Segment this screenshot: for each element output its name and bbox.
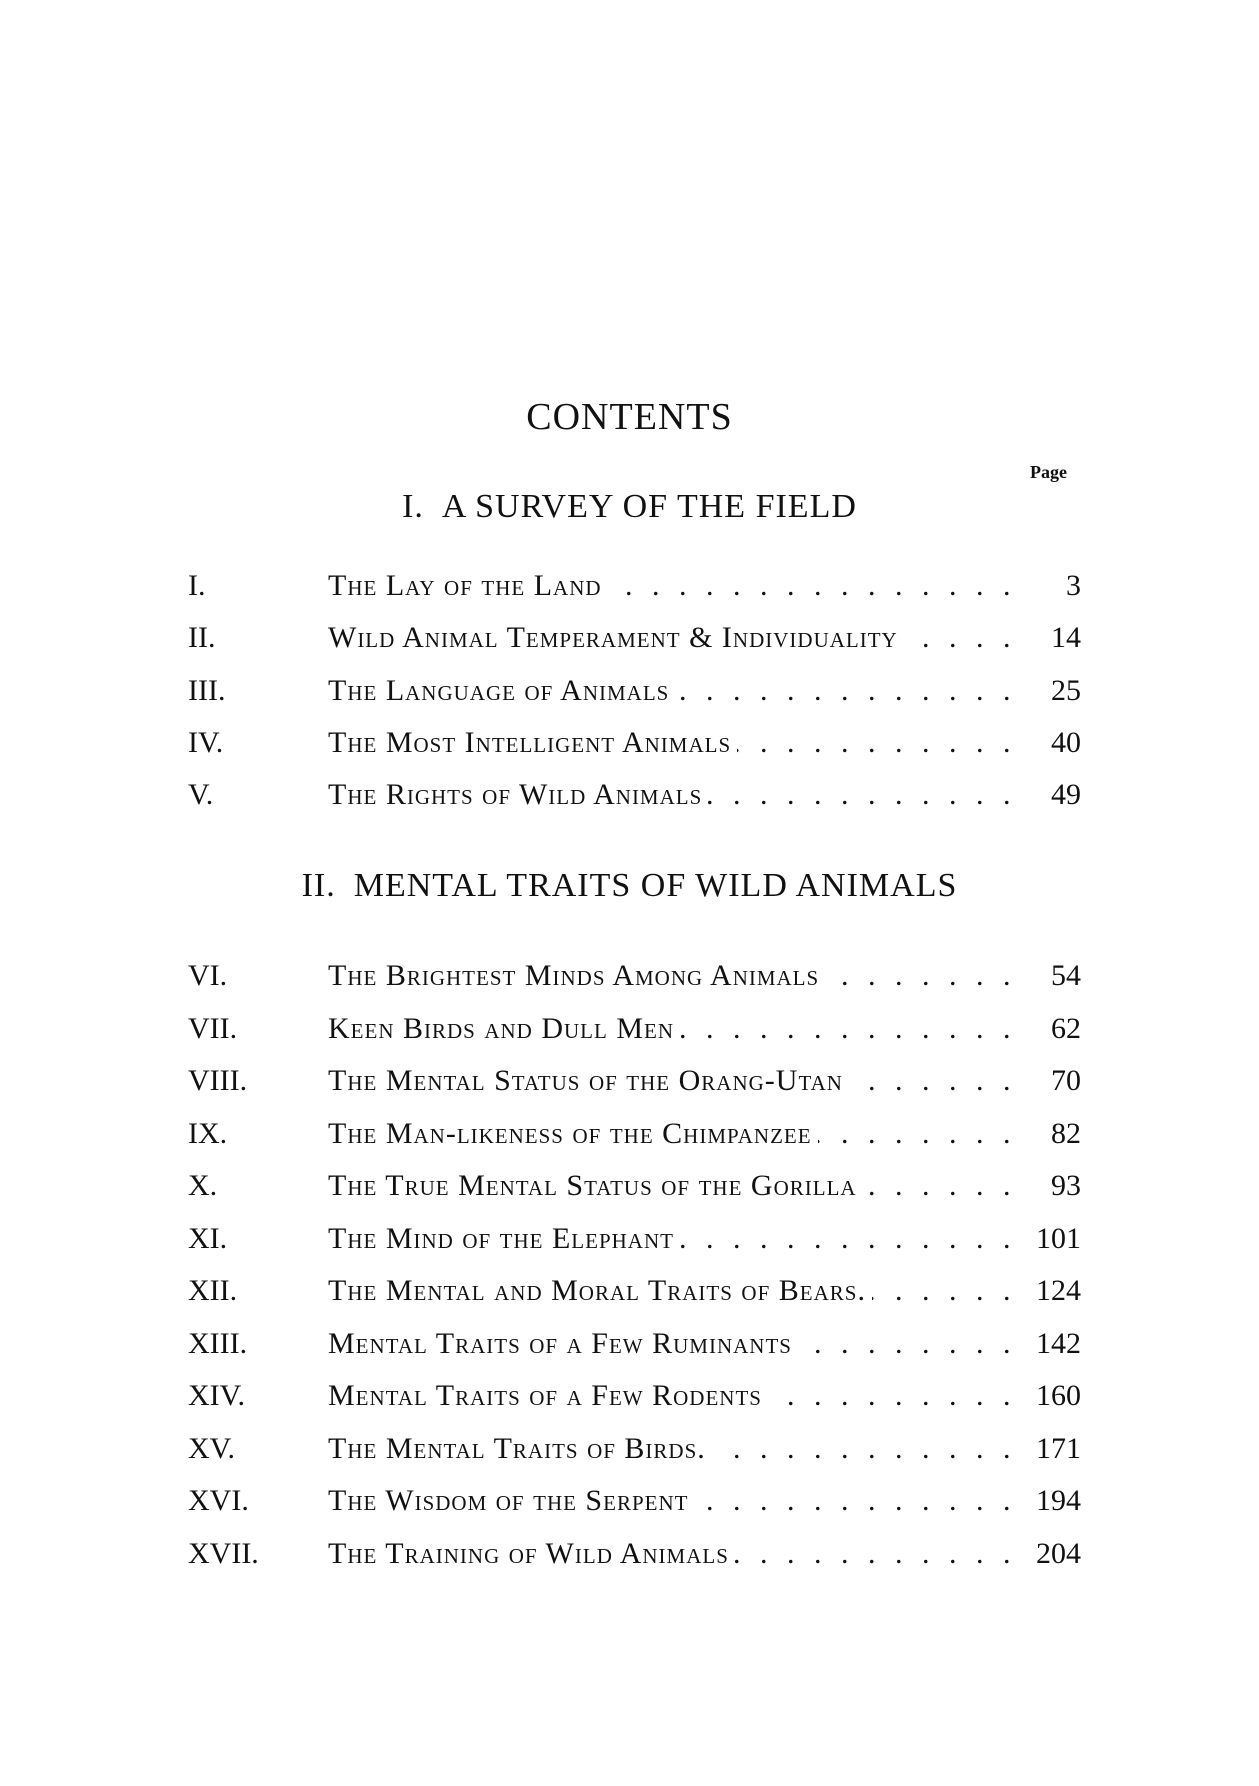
chapter-number: XII.: [188, 1274, 238, 1307]
part-heading: [0, 488, 1259, 526]
chapter-page: 124: [1028, 1265, 1081, 1317]
chapter-number: II.: [188, 621, 216, 655]
page-column-label: Page: [1030, 462, 1067, 482]
chapter-title: The Rights of Wild Animals . . .: [328, 769, 1018, 821]
chapter-page: 54: [1043, 950, 1081, 1002]
part-number: II.: [301, 867, 336, 904]
toc-entry[interactable]: [0, 1265, 1259, 1318]
toc-entry[interactable]: [0, 769, 1259, 821]
toc-entry[interactable]: [0, 665, 1259, 717]
chapter-number: XVII.: [188, 1536, 259, 1570]
chapter-number: XI.: [188, 1221, 228, 1255]
chapter-title: Keen Birds and Dull Men . . .: [328, 1003, 1018, 1055]
chapter-title: The Most Intelligent Animals . . .: [328, 717, 1018, 769]
chapter-title: The Wisdom of the Serpent . . .: [328, 1475, 1018, 1527]
toc-entry[interactable]: [0, 1055, 1259, 1108]
chapter-page: 160: [1028, 1370, 1081, 1422]
toc-entry[interactable]: [0, 950, 1259, 1003]
chapter-title: The Mind of the Elephant . . .: [328, 1213, 1018, 1265]
chapter-title: Wild Animal Temperament & Individuality . . .: [328, 612, 1018, 664]
chapter-number: III.: [188, 673, 226, 707]
part-heading: [0, 867, 1259, 905]
part-title: A SURVEY OF THE FIELD: [441, 488, 857, 525]
chapter-number: XIII.: [188, 1326, 248, 1360]
chapter-page: 70: [1043, 1055, 1081, 1107]
chapter-number: IV.: [188, 725, 224, 759]
chapter-title: The Lay of the Land . . .: [328, 560, 1018, 612]
chapter-title: The True Mental Status of the Gorilla . . .: [328, 1160, 1018, 1212]
chapter-title: The Training of Wild Animals . . .: [328, 1528, 1018, 1580]
chapter-page: 101: [1028, 1213, 1081, 1265]
chapter-title: The Language of Animals . . .: [328, 665, 1018, 717]
toc-entry[interactable]: [0, 1213, 1259, 1266]
chapter-number: VIII.: [188, 1064, 248, 1097]
page-title: CONTENTS: [526, 396, 733, 438]
chapter-number: VII.: [188, 1011, 238, 1045]
chapter-number: X.: [188, 1169, 218, 1202]
chapter-page: 171: [1028, 1423, 1081, 1475]
part-number: I.: [402, 488, 424, 525]
chapter-page: 25: [1043, 665, 1081, 717]
toc-entry[interactable]: [0, 1528, 1259, 1581]
toc-entry[interactable]: [0, 1318, 1259, 1371]
chapter-number: XVI.: [188, 1484, 249, 1517]
chapter-number: VI.: [188, 959, 228, 992]
chapter-title: Mental Traits of a Few Ruminants . . .: [328, 1318, 1018, 1370]
toc-entry[interactable]: [0, 1003, 1259, 1056]
chapter-number: XV.: [188, 1431, 235, 1465]
toc-entry[interactable]: [0, 1108, 1259, 1161]
chapter-title: The Mental and Moral Traits of Bears. . . .: [328, 1265, 1018, 1317]
chapter-number: XIV.: [188, 1379, 245, 1412]
chapter-page: 14: [1043, 612, 1081, 664]
toc-entry[interactable]: [0, 1475, 1259, 1528]
chapter-title: The Brightest Minds Among Animals . . .: [328, 950, 1018, 1002]
chapter-title: The Mental Traits of Birds. . . .: [328, 1423, 1018, 1475]
chapter-page: 3: [1058, 560, 1081, 612]
chapter-title: The Man-likeness of the Chimpanzee . . .: [328, 1108, 1018, 1160]
toc-entry[interactable]: [0, 1160, 1259, 1213]
chapter-title: Mental Traits of a Few Rodents . . .: [328, 1370, 1018, 1422]
toc-entry[interactable]: [0, 717, 1259, 769]
toc-entry[interactable]: [0, 560, 1259, 612]
part-title: MENTAL TRAITS OF WILD ANIMALS: [353, 867, 958, 904]
toc-entry[interactable]: [0, 1423, 1259, 1476]
chapter-page: 93: [1043, 1160, 1081, 1212]
chapter-page: 142: [1028, 1318, 1081, 1370]
chapter-page: 49: [1043, 769, 1081, 821]
chapter-page: 62: [1043, 1003, 1081, 1055]
toc-list-part-2: [0, 950, 1259, 1580]
chapter-page: 204: [1028, 1528, 1081, 1580]
chapter-page: 82: [1043, 1108, 1081, 1160]
toc-entry[interactable]: [0, 1370, 1259, 1423]
chapter-page: 194: [1028, 1475, 1081, 1527]
chapter-page: 40: [1043, 717, 1081, 769]
chapter-number: I.: [188, 569, 206, 602]
toc-entry[interactable]: [0, 612, 1259, 664]
toc-list-part-1: [0, 560, 1259, 821]
chapter-number: V.: [188, 778, 214, 812]
chapter-number: IX.: [188, 1116, 228, 1150]
chapter-title: The Mental Status of the Orang-Utan . . .: [328, 1055, 1018, 1107]
